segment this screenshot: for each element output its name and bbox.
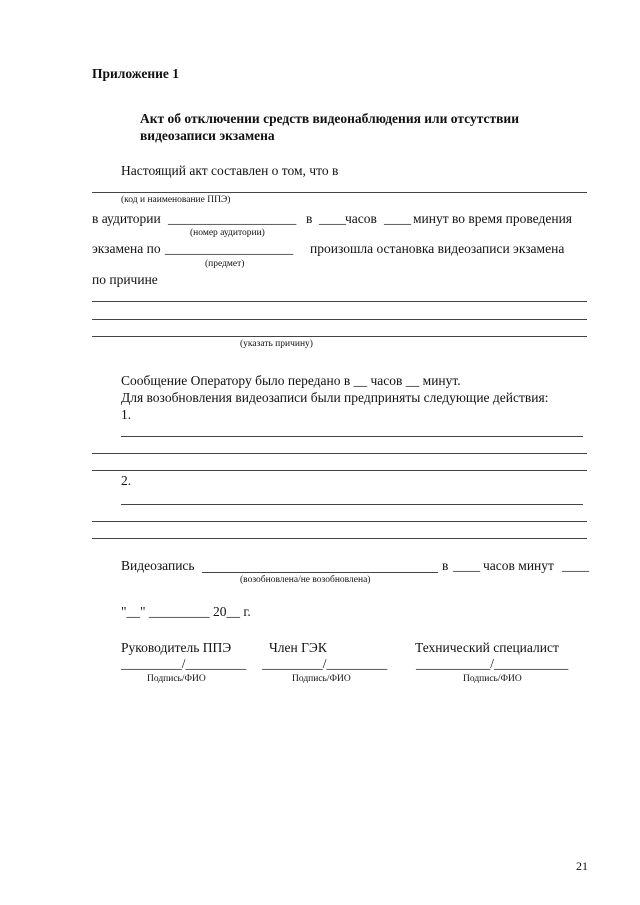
item-2-line-3 xyxy=(92,538,587,539)
exam-prefix: экзамена по xyxy=(92,241,161,256)
auditorium-hours: часов xyxy=(345,211,377,226)
reason-line-1 xyxy=(92,301,587,302)
video-in: в xyxy=(442,558,449,573)
item-2-line-2 xyxy=(92,521,587,522)
item-1-line-1 xyxy=(121,436,583,437)
video-hours-minutes: часов минут xyxy=(483,558,554,573)
actions-intro: Для возобновления видеозаписи были предприняты следующие действия: xyxy=(121,390,549,405)
item-1-line-3 xyxy=(92,470,587,471)
signature-role-gek-member: Член ГЭК xyxy=(269,640,327,655)
signature-blank-tech-specialist: ___________/___________ xyxy=(416,656,569,671)
auditorium-in: в xyxy=(306,211,313,226)
exam-rest: произошла остановка видеозаписи экзамена xyxy=(310,241,565,256)
signature-hint-tech-specialist: Подпись/ФИО xyxy=(463,674,522,684)
auditorium-prefix: в аудитории xyxy=(92,211,161,226)
date-line: "__" _________ 20__ г. xyxy=(121,604,251,619)
auditorium-hint: (номер аудитории) xyxy=(190,228,265,238)
item-2-line-1 xyxy=(121,504,583,505)
video-label: Видеозапись xyxy=(121,558,195,573)
signature-hint-gek-member: Подпись/ФИО xyxy=(292,674,351,684)
video-minutes-blank: ____ xyxy=(562,558,589,573)
reason-line-3 xyxy=(92,336,587,337)
ppe-hint: (код и наименование ППЭ) xyxy=(121,195,231,205)
signature-role-tech-specialist: Технический специалист xyxy=(415,640,559,655)
operator-message: Сообщение Оператору было передано в __ часов __ минут. xyxy=(121,373,461,388)
page-number: 21 xyxy=(576,859,588,873)
item-2-number: 2. xyxy=(121,473,132,488)
signature-blank-gek-member: _________/_________ xyxy=(262,656,388,671)
reason-line-2 xyxy=(92,319,587,320)
exam-blank: ___________________ xyxy=(165,241,294,256)
video-status-line xyxy=(202,572,438,573)
auditorium-minutes-blank: ____ xyxy=(384,211,411,226)
signature-hint-ppe-head: Подпись/ФИО xyxy=(147,674,206,684)
intro-text: Настоящий акт составлен о том, что в xyxy=(121,163,339,178)
reason-hint: (указать причину) xyxy=(240,339,313,349)
subject-hint: (предмет) xyxy=(205,259,245,269)
signature-blank-ppe-head: _________/_________ xyxy=(121,656,247,671)
act-title-line1: Акт об отключении средств видеонаблюдения или отсутствии xyxy=(140,111,519,126)
appendix-title: Приложение 1 xyxy=(92,66,180,81)
auditorium-blank: ___________________ xyxy=(168,211,297,226)
item-1-line-2 xyxy=(92,453,587,454)
signature-role-ppe-head: Руководитель ППЭ xyxy=(121,640,232,655)
reason-label: по причине xyxy=(92,272,158,287)
act-title-line2: видеозаписи экзамена xyxy=(140,128,275,143)
auditorium-rest: минут во время проведения xyxy=(413,211,573,226)
video-status-hint: (возобновлена/не возобновлена) xyxy=(240,575,371,585)
ppe-line xyxy=(92,192,587,193)
auditorium-hours-blank: ____ xyxy=(319,211,346,226)
item-1-number: 1. xyxy=(121,407,132,422)
video-hours-blank: ____ xyxy=(453,558,480,573)
